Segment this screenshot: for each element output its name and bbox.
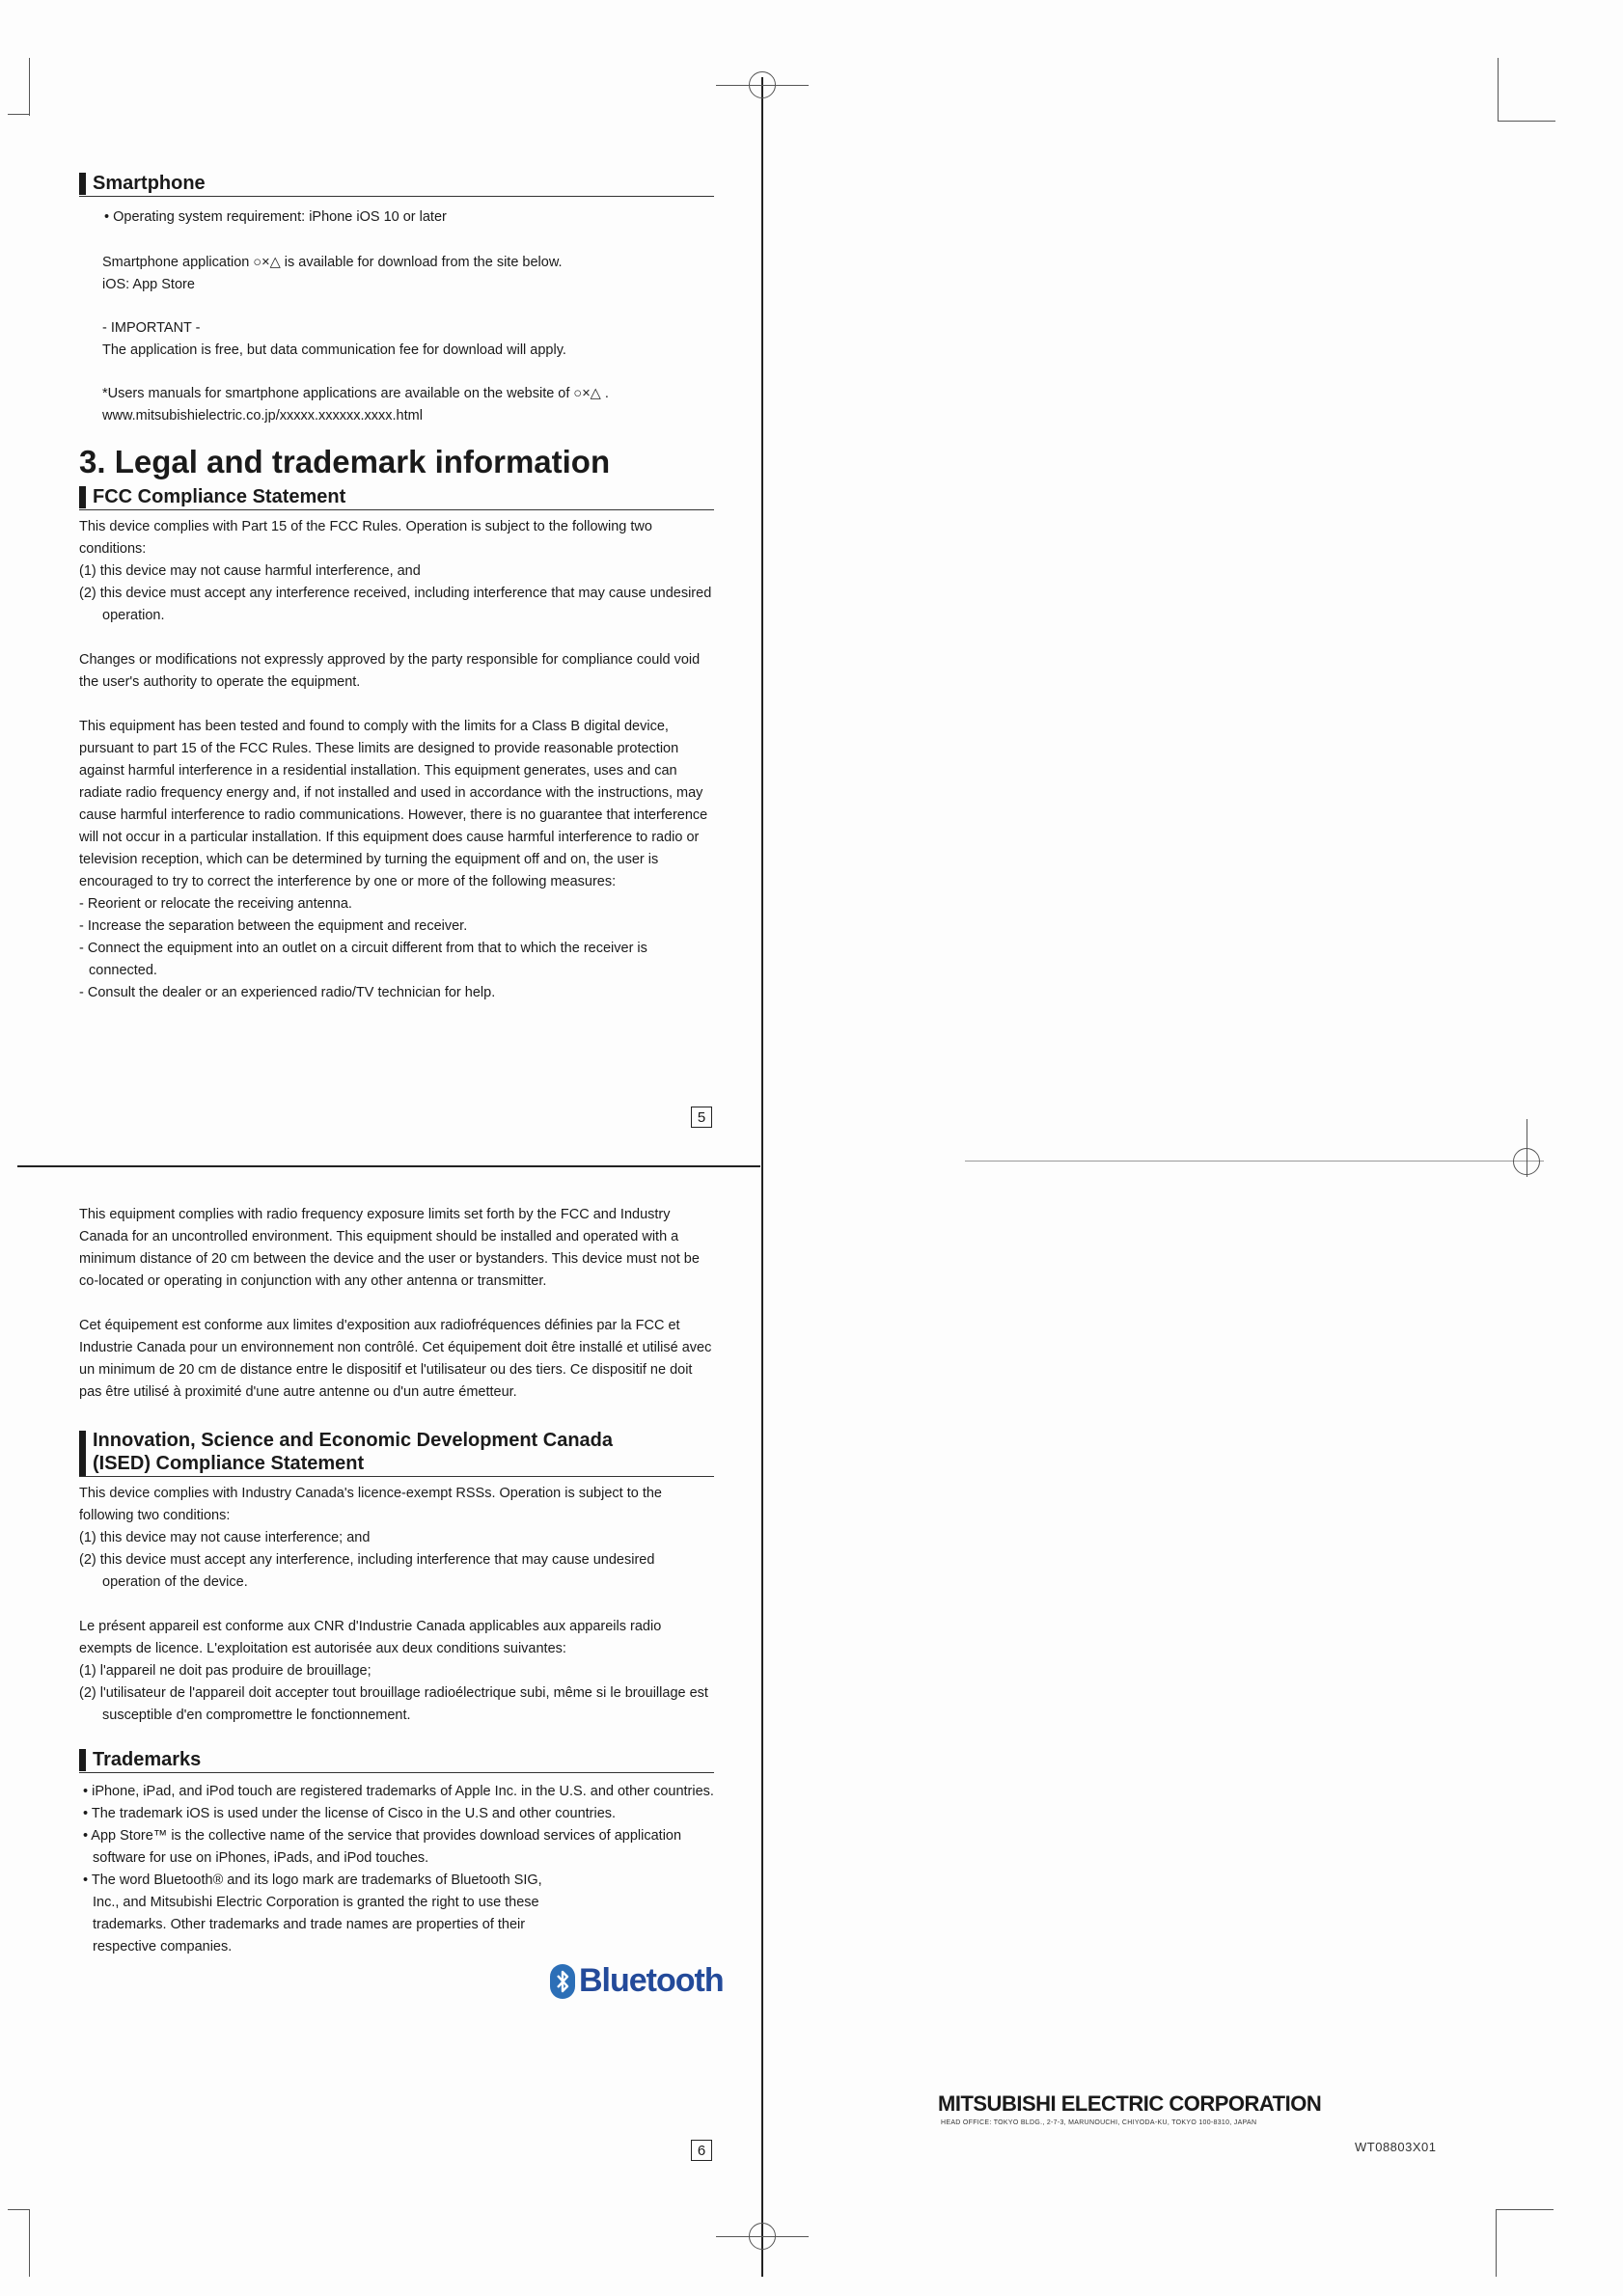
crop-mark (1498, 58, 1499, 121)
page-number-6: 6 (691, 2140, 712, 2161)
fcc-measure: - Reorient or relocate the receiving antenna. (79, 896, 352, 912)
head-office-address: HEAD OFFICE: TOKYO BLDG., 2-7-3, MARUNOUCHI, CHIYODA-KU, TOKYO 100-8310, JAPAN (941, 2119, 1257, 2126)
os-requirement: • Operating system requirement: iPhone iOS 10 or later (104, 209, 447, 225)
ised-heading (79, 1429, 714, 1477)
trademark-item: • The word Bluetooth® and its logo mark are trademarks of Bluetooth SIG, Inc., and Mitsubishi Electric Corporation is granted the right to use these trademarks. Other trademarks and trade names are properties of their respective companies. (83, 1872, 542, 1954)
left-fold-line (17, 1165, 760, 1167)
ised-heading-line2: (ISED) Compliance Statement (93, 1453, 365, 1474)
ised-condition-1-fr: (1) l'appareil ne doit pas produire de brouillage; (79, 1663, 371, 1679)
rf-exposure-fr: Cet équipement est conforme aux limites d'exposition aux radiofréquences définies par la FCC et Industrie Canada pour un environnement non contrôlé. Cet équipement doit être installé et utilisé avec un minimum de 20 cm de distance entre le dispositif et l'utilisateur ou des tiers. Ce dispositif ne doit pas être utilisé à proximité d'une autre antenne ou d'un autre émetteur. (79, 1318, 712, 1400)
corporation-name: MITSUBISHI ELECTRIC CORPORATION (938, 2091, 1322, 2116)
trademark-item: • The trademark iOS is used under the license of Cisco in the U.S and other countries. (83, 1806, 617, 1821)
center-fold-line (761, 77, 763, 2277)
fcc-heading: FCC Compliance Statement (79, 485, 714, 510)
bluetooth-logo (550, 1962, 724, 2000)
crop-mark (1498, 121, 1555, 122)
fcc-changes: Changes or modifications not expressly approved by the party responsible for compliance could void the user's authority to operate the equipment. (79, 652, 701, 690)
trademark-item: • App Store™ is the collective name of the service that provides download services of application software for use on iPhones, iPads, and iPod touches. (83, 1828, 682, 1866)
page-6-column (79, 1204, 714, 1958)
crop-mark (8, 114, 29, 115)
crop-mark (8, 2209, 29, 2210)
important-text: The application is free, but data communication fee for download will apply. (102, 342, 566, 358)
legal-title: 3. Legal and trademark information (79, 444, 611, 479)
ised-heading-line1: Innovation, Science and Economic Development Canada (93, 1430, 614, 1451)
registration-cross-top (716, 85, 809, 86)
crop-mark (29, 2209, 30, 2277)
ised-condition-1: (1) this device may not cause interference; and (79, 1530, 371, 1545)
ised-intro-fr: Le présent appareil est conforme aux CNR d'Industrie Canada applicables aux appareils radio exempts de licence. L'exploitation est autorisée aux deux conditions suivantes: (79, 1619, 662, 1656)
manuals-note: *Users manuals for smartphone applications are available on the website of ○×△ . (102, 386, 609, 401)
fcc-intro: This device complies with Part 15 of the FCC Rules. Operation is subject to the following two conditions: (79, 519, 652, 557)
trademarks-heading: Trademarks (79, 1748, 714, 1773)
crop-mark (29, 58, 30, 116)
smartphone-heading: Smartphone (79, 172, 714, 197)
fcc-class-b: This equipment has been tested and found to comply with the limits for a Class B digital device, pursuant to part 15 of the FCC Rules. These limits are designed to provide reasonable protection against harmful interference in a residential installation. This equipment generates, uses and can radiate radio frequency energy and, if not installed and used in accordance with the instructions, may cause harmful interference to radio communications. However, there is no guarantee that interference will not occur in a particular installation. If this equipment does cause harmful interference to radio or television reception, which can be determined by turning the equipment off and on, the user is encouraged to try to correct the interference by one or more of the following measures: (79, 719, 708, 889)
ised-condition-2: (2) this device must accept any interference, including interference that may cause undesired operation of the device. (79, 1552, 655, 1590)
page-number-5: 5 (691, 1107, 712, 1128)
fcc-measure: - Increase the separation between the equipment and receiver. (79, 918, 468, 934)
crop-mark (1496, 2209, 1497, 2277)
fcc-condition-2: (2) this device must accept any interference received, including interference that may cause undesired operation. (79, 586, 712, 623)
page-5-column (79, 172, 714, 1004)
ised-intro: This device complies with Industry Canada's licence-exempt RSSs. Operation is subject to the following two conditions: (79, 1486, 662, 1523)
fcc-measure: - Connect the equipment into an outlet on a circuit different from that to which the receiver is connected. (79, 941, 647, 978)
app-availability: Smartphone application ○×△ is available for download from the site below. (102, 255, 563, 270)
document-code: WT08803X01 (1355, 2140, 1437, 2154)
crop-mark (1496, 2209, 1554, 2210)
important-label: - IMPORTANT - (102, 320, 201, 336)
manuals-url: www.mitsubishielectric.co.jp/xxxxx.xxxxxx.xxxx.html (102, 408, 423, 424)
fcc-measure: - Consult the dealer or an experienced radio/TV technician for help. (79, 985, 496, 1000)
bluetooth-wordmark: Bluetooth (579, 1962, 724, 1999)
registration-cross-bottom (716, 2236, 809, 2237)
fcc-condition-1: (1) this device may not cause harmful interference, and (79, 563, 421, 579)
rf-exposure-en: This equipment complies with radio frequency exposure limits set forth by the FCC and Industry Canada for an uncontrolled environment. This equipment should be installed and operated with a minimum distance of 20 cm between the device and the user or bystanders. This device must not be co-located or operating in conjunction with any other antenna or transmitter. (79, 1207, 700, 1289)
bluetooth-icon (550, 1964, 575, 1999)
ised-condition-2-fr: (2) l'utilisateur de l'appareil doit accepter tout brouillage radioélectrique subi, même si le brouillage est susceptible d'en compromettre le fonctionnement. (79, 1685, 708, 1723)
trademark-item: • iPhone, iPad, and iPod touch are registered trademarks of Apple Inc. in the U.S. and other countries. (83, 1784, 714, 1799)
ios-store: iOS: App Store (102, 277, 195, 292)
right-fold-line (965, 1161, 1544, 1162)
